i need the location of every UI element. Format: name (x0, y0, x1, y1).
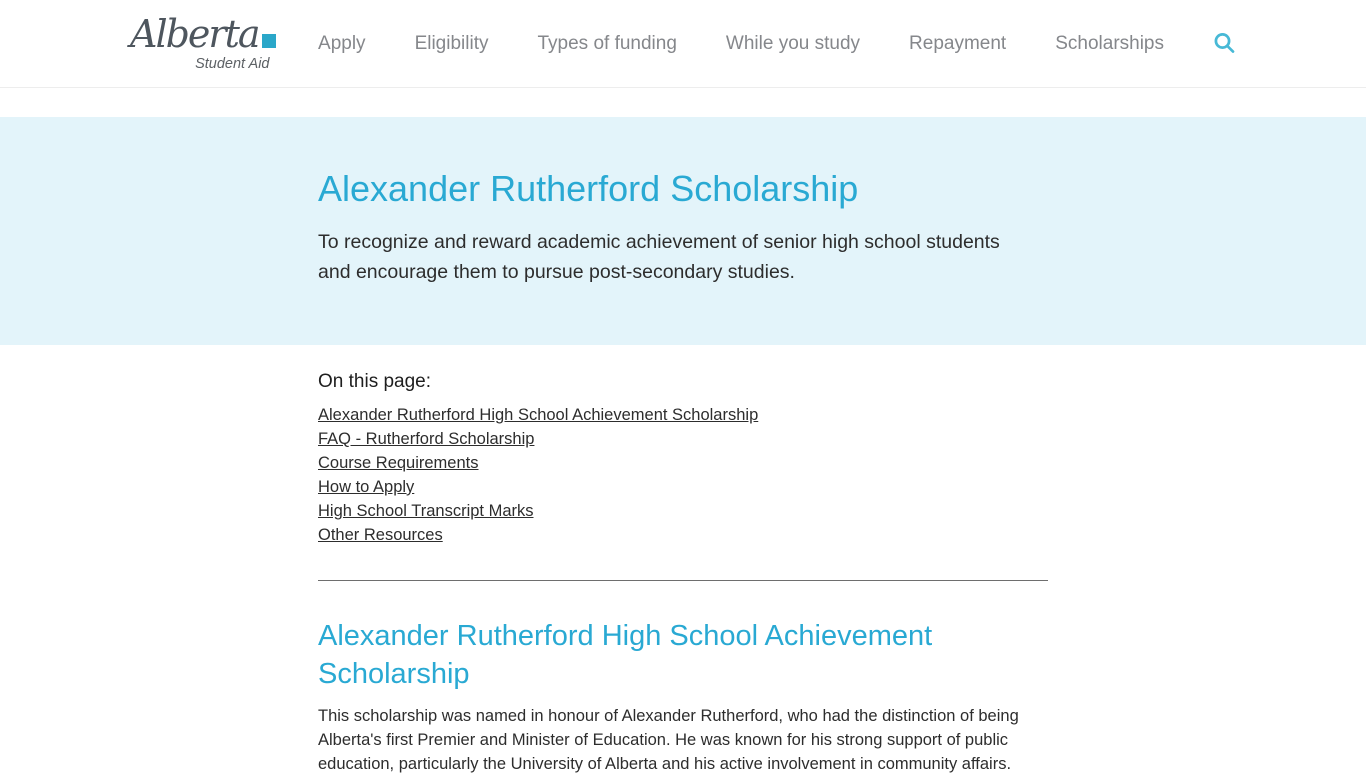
toc-link-course-requirements[interactable]: Course Requirements (318, 454, 479, 472)
alberta-logo-square-icon (262, 34, 276, 48)
toc-link-other-resources[interactable]: Other Resources (318, 526, 443, 544)
toc-link-achievement-scholarship[interactable]: Alexander Rutherford High School Achievement Scholarship (318, 406, 759, 424)
section-divider (318, 580, 1048, 581)
page-subtitle: To recognize and reward academic achievement of senior high school students and encourage them to pursue post-secondary studies. (318, 231, 1000, 283)
toc-link-transcript-marks[interactable]: High School Transcript Marks (318, 502, 534, 520)
logo-wordmark-row (130, 12, 276, 56)
nav-item-apply[interactable]: Apply (318, 32, 366, 54)
section-heading: Alexander Rutherford High School Achievement Scholarship (318, 620, 933, 690)
hero-container (318, 168, 1048, 287)
on-this-page-toc (318, 403, 1048, 547)
main-content (318, 371, 1048, 776)
brand-tagline: Student Aid (195, 56, 270, 72)
hero-banner (0, 117, 1366, 345)
nav-item-scholarships[interactable]: Scholarships (1055, 32, 1164, 54)
toc-link-faq[interactable]: FAQ - Rutherford Scholarship (318, 430, 535, 448)
site-header (0, 0, 1366, 88)
alberta-student-aid-logo[interactable] (130, 12, 276, 72)
main-nav (318, 32, 1236, 55)
nav-item-eligibility[interactable]: Eligibility (414, 32, 489, 54)
toc-link-how-to-apply[interactable]: How to Apply (318, 478, 415, 496)
nav-item-while-you-study[interactable]: While you study (725, 32, 861, 54)
nav-item-types-of-funding[interactable]: Types of funding (537, 32, 677, 54)
toc-heading: On this page: (318, 371, 432, 392)
page-title: Alexander Rutherford Scholarship (318, 168, 859, 209)
nav-item-repayment[interactable]: Repayment (909, 32, 1007, 54)
alberta-wordmark: Alberta (130, 12, 259, 56)
search-icon[interactable] (1213, 32, 1236, 55)
section-paragraph: This scholarship was named in honour of Alexander Rutherford, who had the distinction of being Alberta's first Premier and Minister of Education. He was known for his strong support of public education, particularly the University of Alberta and his active involvement in community affairs. (318, 707, 1019, 773)
header-container (130, 12, 1236, 72)
